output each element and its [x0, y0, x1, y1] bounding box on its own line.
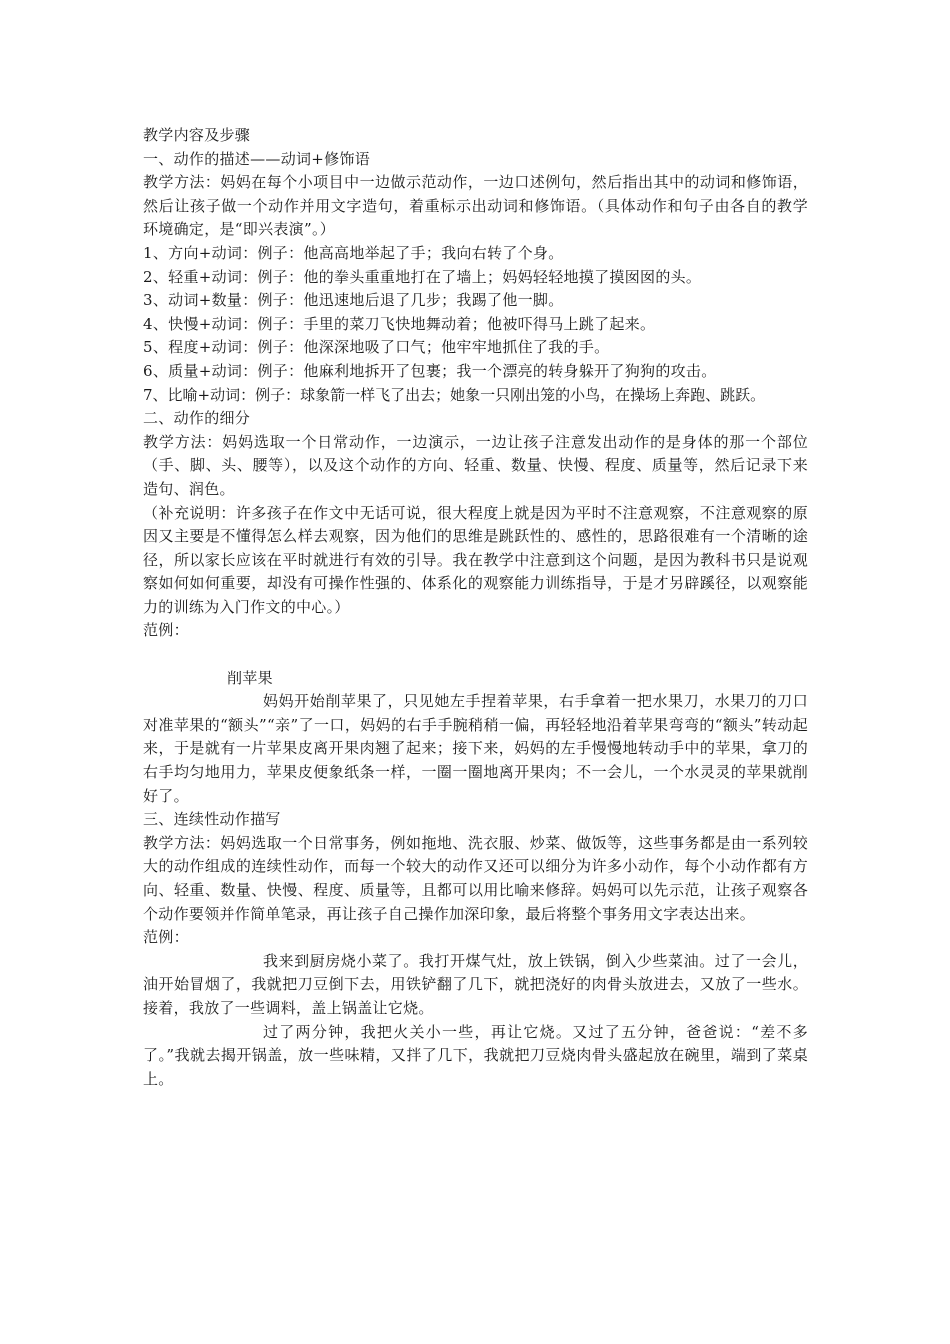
blank-line — [143, 643, 808, 667]
section-2-method: 教学方法：妈妈选取一个日常动作，一边演示，一边让孩子注意发出动作的是身体的那一个部位（手、脚、头、腰等），以及这个动作的方向、轻重、数量、快慢、程度、质量等，然后记录下来造句、润色。 — [143, 432, 808, 498]
example-paragraph: 我来到厨房烧小菜了。我打开煤气灶，放上铁锅，倒入少些菜油。过了一会儿，油开始冒烟了，我就把刀豆倒下去，用铁铲翻了几下，就把浇好的肉骨头放进去，又放了一些水。接着，我放了一些调料，盖上锅盖让它烧。 — [143, 951, 808, 1017]
list-item: 1、方向+动词：例子：他高高地举起了手；我向右转了个身。 — [143, 243, 564, 262]
section-1-method: 教学方法：妈妈在每个小项目中一边做示范动作，一边口述例句，然后指出其中的动词和修饰语，然后让孩子做一个动作并用文字造句，着重标示出动词和修饰语。（具体动作和句子由各自的教学环境确定，是“即兴表演”。） — [143, 173, 808, 239]
document-page — [143, 124, 808, 1091]
section-2-title: 二、动作的细分 — [143, 409, 251, 428]
doc-heading: 教学内容及步骤 — [143, 126, 251, 144]
list-item: 2、轻重+动词：例子：他的拳头重重地打在了墙上；妈妈轻轻地摸了摸囡囡的头。 — [143, 267, 702, 286]
example-paragraph: 妈妈开始削苹果了，只见她左手捏着苹果，右手拿着一把水果刀，水果刀的刀口对准苹果的“额头”“亲”了一口，妈妈的右手手腕稍稍一偏，再轻轻地沿着苹果弯弯的“额头”转动起来，于是就有一片苹果皮离开果肉翘了起来；接下来，妈妈的左手慢慢地转动手中的苹果，拿刀的右手均匀地用力，苹果皮便象纸条一样，一圈一圈地离开果肉；不一会儿，一个水灵灵的苹果就削好了。 — [143, 692, 808, 805]
section-2-note: （补充说明：许多孩子在作文中无话可说，很大程度上就是因为平时不注意观察，不注意观察的原因又主要是不懂得怎么样去观察，因为他们的思维是跳跃性的、感性的，思路很难有一个清晰的途径，所以家长应该在平时就进行有效的引导。我在教学中注意到这个问题，是因为教科书只是说观察如何如何重要，却没有可操作性强的、体系化的观察能力训练指导，于是才另辟蹊径，以观察能力的训练为入门作文的中心。） — [143, 503, 808, 616]
list-item: 3、动词+数量：例子：他迅速地后退了几步；我踢了他一脚。 — [143, 291, 564, 310]
section-3-title: 三、连续性动作描写 — [143, 810, 281, 829]
list-item: 5、程度+动词：例子：他深深地吸了口气；他牢牢地抓住了我的手。 — [143, 338, 610, 357]
example-label: 范例： — [143, 621, 189, 640]
list-item: 6、质量+动词：例子：他麻利地拆开了包裹；我一个漂亮的转身躲开了狗狗的攻击。 — [143, 361, 717, 380]
example-title: 削苹果 — [227, 668, 273, 687]
example-label: 范例： — [143, 928, 189, 947]
example-paragraph: 过了两分钟，我把火关小一些，再让它烧。又过了五分钟，爸爸说：“差不多了。”我就去揭开锅盖，放一些味精，又拌了几下，我就把刀豆烧肉骨头盛起放在碗里，端到了菜桌上。 — [143, 1022, 808, 1088]
section-1-title: 一、动作的描述——动词+修饰语 — [143, 149, 371, 168]
list-item: 7、比喻+动词：例子：球象箭一样飞了出去；她象一只刚出笼的小鸟，在操场上奔跑、跳跃。 — [143, 385, 766, 404]
section-3-method: 教学方法：妈妈选取一个日常事务，例如拖地、洗衣服、炒菜、做饭等，这些事务都是由一系列较大的动作组成的连续性动作，而每一个较大的动作又还可以细分为许多小动作，每个小动作都有方向、轻重、数量、快慢、程度、质量等，且都可以用比喻来修辞。妈妈可以先示范，让孩子观察各个动作要领并作简单笔录，再让孩子自己操作加深印象，最后将整个事务用文字表达出来。 — [143, 833, 808, 923]
list-item: 4、快慢+动词：例子：手里的菜刀飞快地舞动着；他被吓得马上跳了起来。 — [143, 314, 656, 333]
